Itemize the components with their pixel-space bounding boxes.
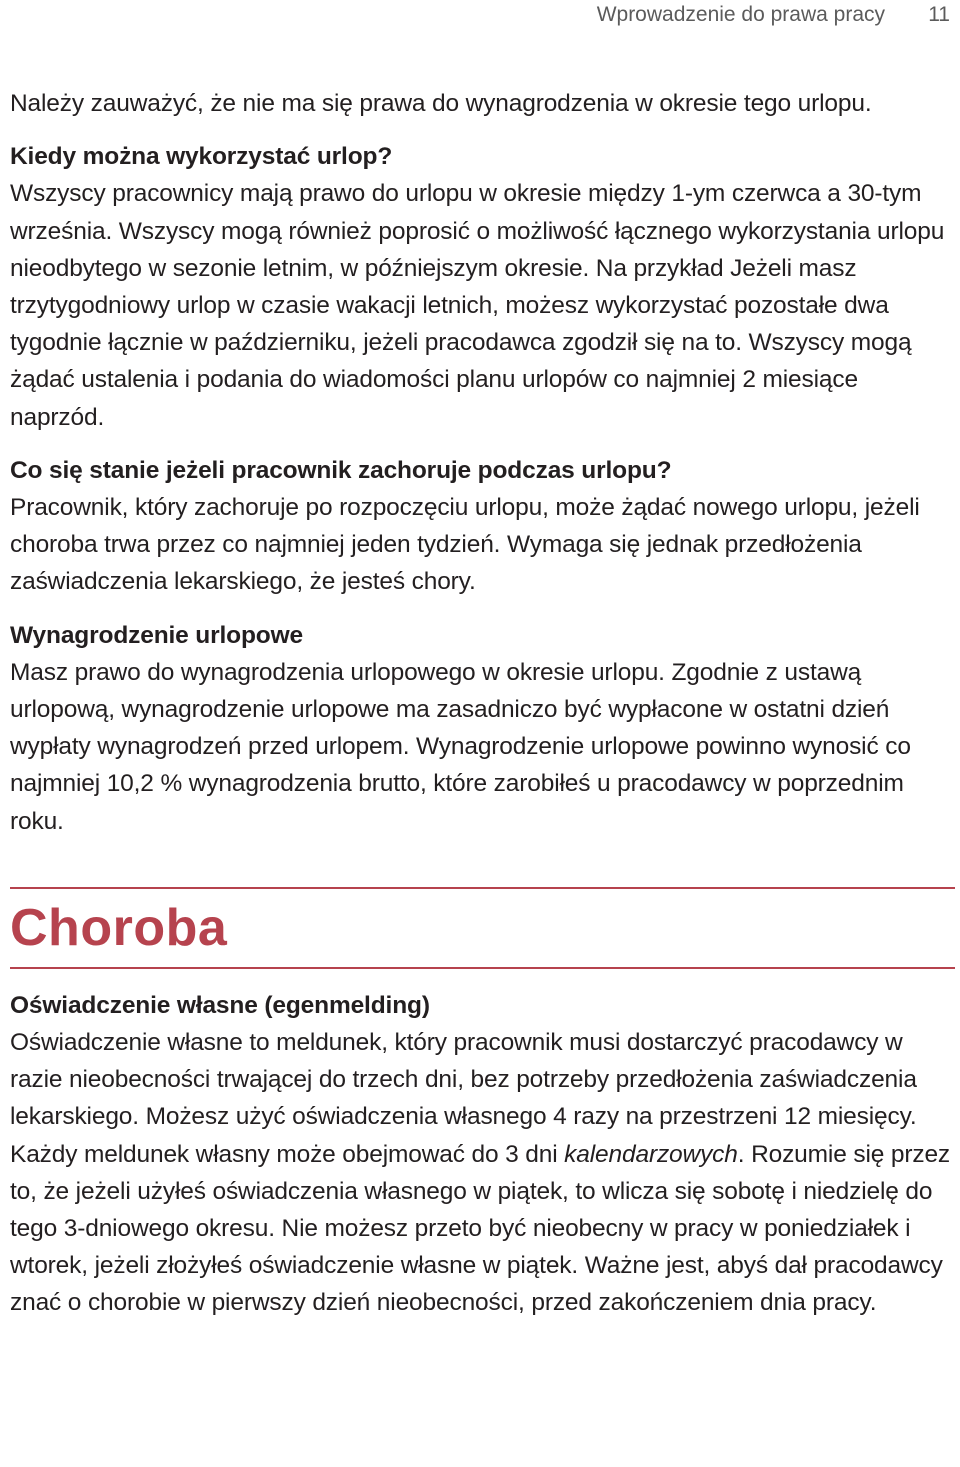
when-use-heading: Kiedy można wykorzystać urlop? bbox=[10, 143, 393, 171]
section-title: Choroba bbox=[10, 898, 228, 957]
holiday-pay-paragraph: Masz prawo do wynagrodzenia urlopowego w okresie urlopu. Zgodnie z ustawą urlopową, wynagrodzenie urlopowe ma zasadniczo być wypłacone w ostatni dzień wypłaty wynagrodzeń przed urlopem. Wynagrodzenie urlopowe powinno wynosić co najmniej 10,2 % wynagrodzenia brutto, które zarobiłeś u pracodawcy w poprzednim roku. bbox=[10, 658, 911, 835]
self-declaration-italic: kalendarzowych bbox=[564, 1140, 738, 1168]
page-number: 11 bbox=[928, 3, 950, 26]
sick-on-leave-paragraph: Pracownik, który zachoruje po rozpoczęciu urlopu, może żądać nowego urlopu, jeżeli choroba trwa przez co najmniej jeden tydzień. Wymaga się jednak przedłożenia zaświadczenia lekarskiego, że jesteś chory. bbox=[10, 494, 920, 596]
when-use-paragraph: Wszyscy pracownicy mają prawo do urlopu w okresie między 1-ym czerwca a 30-tym września. Wszyscy mogą również poprosić o możliwość łącznego wykorzystania urlopu nieodbytego w sezonie letnim, w późniejszym okresie. Na przykład Jeżeli masz trzytygodniowy urlop w czasie wakacji letnich, możesz wykorzystać pozostałe dwa tygodnie łącznie w październiku, jeżeli pracodawca zgodził się na to. Wszyscy mogą żądać ustalenia i podania do wiadomości planu urlopów co najmniej 2 miesiące naprzód. bbox=[10, 180, 945, 431]
self-declaration-paragraph bbox=[10, 1024, 955, 1322]
self-declaration-text-part2: . Rozumie się przez to, że jeżeli użyłeś oświadczenia własnego w piątek, to wlicza się sobotę i niedzielę do tego 3-dniowego okresu. Nie możesz przeto być nieobecny w pracy w poniedziałek i wtorek, jeżeli złożyłeś oświadczenie własne w piątek. Ważne jest, abyś dał pracodawcy znać o chorobie w pierwszy dzień nieobecności, przed zakończeniem dnia pracy. bbox=[10, 1140, 951, 1317]
sick-on-leave-heading: Co się stanie jeżeli pracownik zachoruje podczas urlopu? bbox=[10, 456, 672, 484]
page-content bbox=[10, 85, 955, 1322]
running-header bbox=[0, 2, 960, 30]
holiday-pay-heading: Wynagrodzenie urlopowe bbox=[10, 621, 303, 649]
section-divider-bottom bbox=[10, 967, 955, 969]
running-header-title: Wprowadzenie do prawa pracy bbox=[596, 3, 885, 26]
intro-paragraph: Należy zauważyć, że nie ma się prawa do wynagrodzenia w okresie tego urlopu. bbox=[10, 90, 872, 117]
self-declaration-text-part1: Oświadczenie własne to meldunek, który pracownik musi dostarczyć pracodawcy w razie nieobecności trwającej do trzech dni, bez potrzeby przedłożenia zaświadczenia lekarskiego. Możesz użyć oświadczenia własnego 4 razy na przestrzeni 12 miesięcy. Każdy meldunek własny może obejmować do 3 dni bbox=[10, 1029, 917, 1168]
self-declaration-heading: Oświadczenie własne (egenmelding) bbox=[10, 991, 430, 1019]
